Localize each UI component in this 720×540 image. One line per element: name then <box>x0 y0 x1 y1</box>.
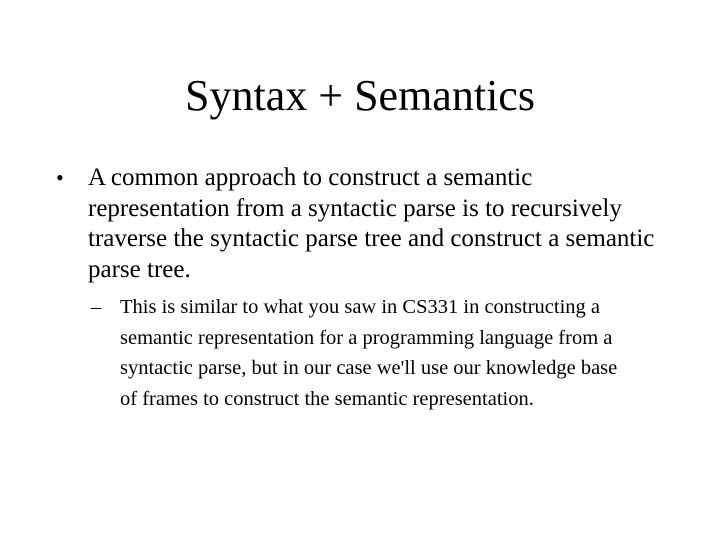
bullet-text: A common approach to construct a semantic representation from a syntactic parse is to recursively traverse the syntactic parse tree and construct a semantic parse tree. <box>88 164 655 283</box>
bullet-item <box>56 163 666 285</box>
slide-title: Syntax + Semantics <box>185 71 535 120</box>
sub-bullet-marker: – <box>91 296 102 318</box>
bullet-marker: • <box>56 165 64 190</box>
bullet-list <box>56 163 666 414</box>
sub-bullet-text: This is similar to what you saw in CS331 in constructing a semantic representation for a programming language from a syntactic parse, but in our case we'll use our knowledge base of frames to construct the semantic representation. <box>120 296 618 410</box>
sub-bullet-item <box>91 292 635 414</box>
